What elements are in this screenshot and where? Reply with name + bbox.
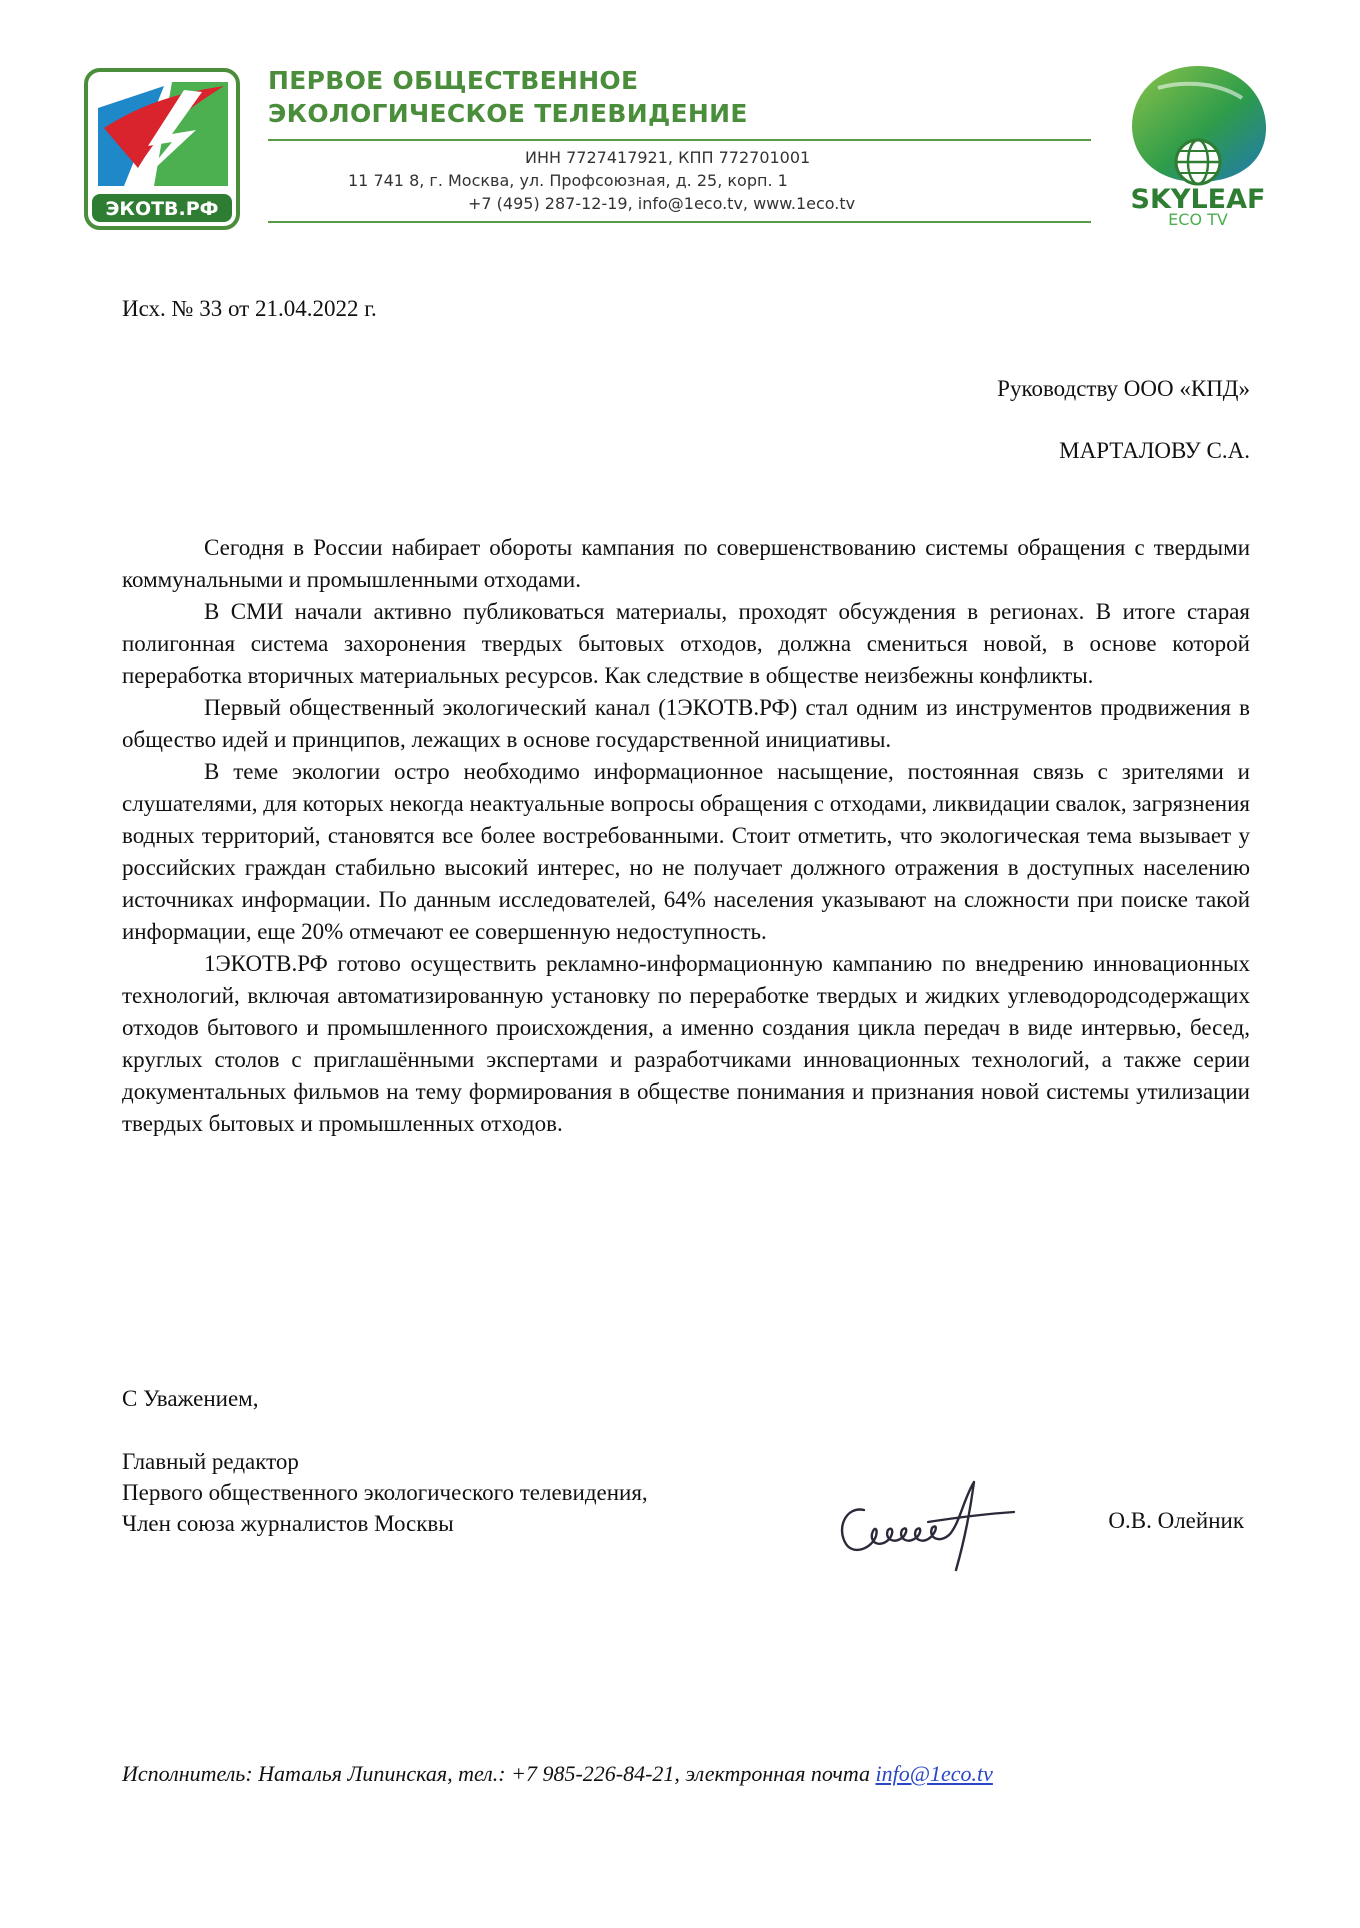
- addressee-person: МАРТАЛОВУ С.А.: [1059, 438, 1250, 463]
- org-name-line2: ЭКОЛОГИЧЕСКОЕ ТЕЛЕВИДЕНИЕ: [268, 99, 748, 128]
- signer-title-block: [122, 1446, 648, 1539]
- skyleaf-logo-text: SKYLEAF: [1130, 184, 1266, 215]
- org-name: [268, 64, 748, 130]
- outgoing-reference: Исх. № 33 от 21.04.2022 г.: [122, 296, 377, 321]
- ecotv-logo: [84, 68, 240, 230]
- closing-salutation: С Уважением,: [122, 1386, 259, 1411]
- body-paragraph: Сегодня в России набирает обороты кампания по совершенствованию системы обращения с твердыми коммунальными и промышленными отходами.: [122, 535, 1250, 592]
- signer-membership: Член союза журналистов Москвы: [122, 1511, 454, 1536]
- executor-email-link[interactable]: info@1eco.tv: [875, 1761, 993, 1786]
- body-paragraph: 1ЭКОТВ.РФ готово осуществить рекламно-информационную кампанию по внедрению инновационных технологий, включая автоматизированную установку по переработке твердых и жидких углеводородсодержащих отходов бытового и промышленного происхождения, а именно создания цикла передач в виде интервью, бесед, круглых столов с приглашёнными экспертами и разработчиками инновационных технологий, а также серии документальных фильмов на тему формирования в обществе понимания и признания новой системы утилизации твердых бытовых и промышленных отходов.: [122, 951, 1250, 1136]
- signer-position: Главный редактор: [122, 1449, 299, 1474]
- addressee: [997, 358, 1250, 482]
- requisites-inn: ИНН 7727417921, КПП 772701001: [525, 148, 811, 167]
- body-paragraph: Первый общественный экологический канал (1ЭКОТВ.РФ) стал одним из инструментов продвижения в общество идей и принципов, лежащих в основе государственной инициативы.: [122, 695, 1250, 752]
- org-name-line1: ПЕРВОЕ ОБЩЕСТВЕННОЕ: [268, 66, 639, 95]
- signer-organization: Первого общественного экологического телевидения,: [122, 1480, 648, 1505]
- signer-name: О.В. Олейник: [1108, 1508, 1244, 1533]
- body-paragraph: В СМИ начали активно публиковаться материалы, проходят обсуждения в регионах. В итоге старая полигонная система захоронения твердых бытовых отходов, должна смениться новой, в основе которой переработка вторичных материальных ресурсов. Как следствие в обществе неизбежны конфликты.: [122, 599, 1250, 688]
- letter-body: [122, 532, 1250, 1140]
- executor-footer: [122, 1761, 993, 1787]
- handwritten-signature: [824, 1448, 1024, 1578]
- skyleaf-logo-subtext: ECO TV: [1168, 210, 1228, 228]
- header-divider-bottom: [268, 221, 1091, 223]
- addressee-company: Руководству ООО «КПД»: [997, 376, 1250, 401]
- body-paragraph: В теме экологии остро необходимо информационное насыщение, постоянная связь с зрителями и слушателями, для которых некогда неактуальные вопросы обращения с отходами, ликвидации свалок, загрязнения водных территорий, становятся все более востребованными. Стоит отметить, что экологическая тема вызывает у российских граждан стабильно высокий интерес, но не получает должного отражения в доступных населению источниках информации. По данным исследователей, 64% населения указывают на сложности при поиске такой информации, еще 20% отмечают ее совершенную недоступность.: [122, 759, 1250, 944]
- requisites-contacts: +7 (495) 287-12-19, info@1eco.tv, www.1eco.tv: [468, 194, 856, 213]
- requisites-address: 11 741 8, г. Москва, ул. Профсоюзная, д. 25, корп. 1: [348, 171, 788, 190]
- executor-text: Исполнитель: Наталья Липинская, тел.: +7 985-226-84-21, электронная почта: [122, 1761, 876, 1786]
- skyleaf-logo: [1118, 58, 1278, 228]
- header-divider-top: [268, 139, 1091, 141]
- ecotv-logo-text: ЭКОТВ.РФ: [105, 198, 219, 220]
